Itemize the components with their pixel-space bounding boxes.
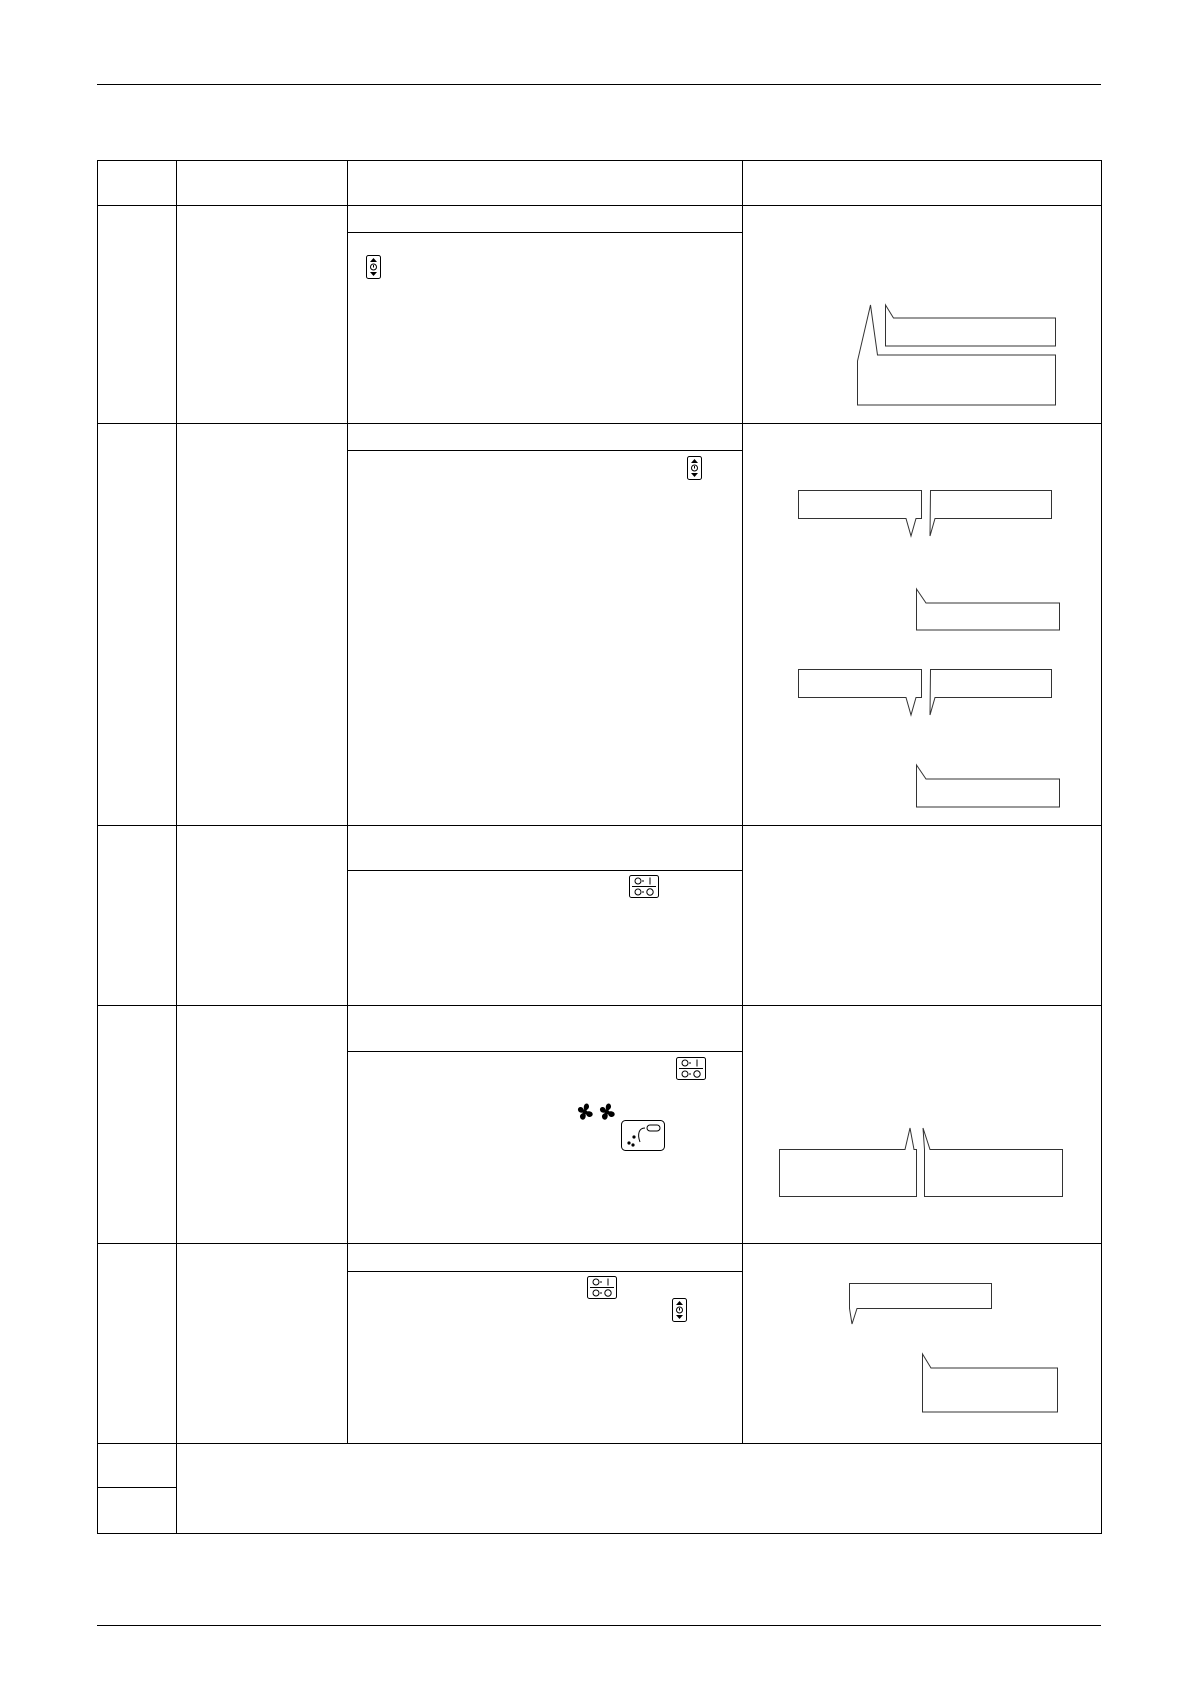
row4-display-callouts: [775, 1125, 1075, 1198]
header-col-item: [177, 161, 347, 205]
header-col-display: [743, 161, 1101, 205]
up-down-temp-button-icon: [672, 1298, 688, 1323]
on-off-button-icon: [629, 875, 660, 899]
footer-note: [177, 1444, 1101, 1533]
swing-button-icon: [621, 1120, 666, 1152]
row5-display-callouts: [845, 1280, 1070, 1420]
fan-icon: [575, 1100, 619, 1124]
row1-display-callouts: [855, 303, 1060, 408]
row2-display-callouts: [795, 487, 1065, 817]
on-off-button-icon: [676, 1057, 707, 1081]
header-col-step: [98, 161, 176, 205]
up-down-temp-button-icon: [366, 255, 382, 280]
footer-rule: [97, 1625, 1101, 1626]
footer-label-b: [98, 1488, 176, 1533]
up-down-temp-button-icon: [687, 456, 703, 481]
on-off-button-icon: [587, 1276, 618, 1300]
header-col-procedure: [348, 161, 742, 205]
footer-label-a: [98, 1444, 176, 1487]
